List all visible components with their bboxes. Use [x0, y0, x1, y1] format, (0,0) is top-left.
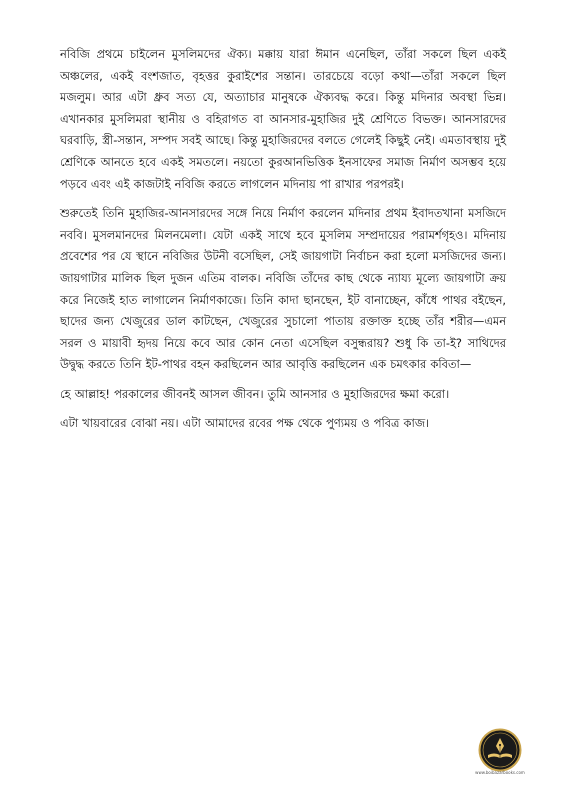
publisher-site-text: www.boibazarbooks.com — [475, 770, 525, 775]
poem-line-1: হে আল্লাহ! পরকালের জীবনই আসল জীবন। তুমি আনসার ও মুহাজিরদের ক্ষমা করো। — [60, 386, 450, 401]
paragraph-masjid-nabawi: শুরুতেই তিনি মুহাজির-আনসারদের সঙ্গে নিয়ে নির্মাণ করলেন মদিনার প্রথম ইবাদতখানা মসজিদে নববি। মুসলমানদের মিলনমেলা। যেটা একই সাথে হবে মুসলিম সম্প্রদায়ের পরামর্শগৃহও। মদিনায় প্রবেশের পর যে স্থানে নবিজির উটনী বসেছিল, সেই জায়গাটা নির্বাচন করা হলো মসজিদের জন্য। জায়গাটার মালিক ছিল দুজন এতিম বালক। নবিজি তাঁদের কাছ থেকে ন্যায্য মূল্যে জায়গাটা ক্রয় করে নিজেই হাত লাগালেন নির্মাণকাজে। তিনি কাদা ছানছেন, ইট বানাচ্ছেন, কাঁধে পাথর বইছেন, ছাদের জন্য খেজুরের ডাল কাটছেন, খেজুরের সুচালো পাতায় রক্তাক্ত হচ্ছে তাঁর শরীর—এমন সরল ও মায়াবী হৃদয় নিয়ে কবে আর কোন নেতা এসেছিল বসুন্ধরায়? শুধু কি তা-ই? সাথিদের উদ্বুদ্ধ করতে তিনি ইট-পাথর বহন করছিলেন আর আবৃত্তি করছিলেন এক চমৎকার কবিতা— — [60, 206, 506, 372]
poem-line-2: এটা খায়বারের বোঝা নয়। এটা আমাদের রবের পক্ষ থেকে পুণ্যময় ও পবিত্র কাজ। — [60, 415, 430, 430]
paragraph-unity: নবিজি প্রথমে চাইলেন মুসলিমদের ঐক্য। মক্কায় যারা ঈমান এনেছিল, তাঁরা সকলে ছিল একই অঞ্চলের, একই বংশজাত, বৃহত্তর কুরাইশের সন্তান। তারচেয়ে বড়ো কথা—তাঁরা সকলে ছিল মজলুম। আর এটা ধ্রুব সত্য যে, অত্যাচার মানুষকে ঐক্যবদ্ধ করে। কিন্তু মদিনার অবস্থা ভিন্ন। এখানকার মুসলিমরা স্থানীয় ও বহিরাগত বা আনসার-মুহাজির দুই শ্রেণিতে বিভক্ত। আনসারদের ঘরবাড়ি, স্ত্রী-সন্তান, সম্পদ সবই আছে। কিন্তু মুহাজিরদের বলতে গেলেই কিছুই নেই। এমতাবস্থায় দুই শ্রেণিকে আনতে হবে একই সমতলে। নয়তো কুরআনভিত্তিক ইনসাফের সমাজ নির্মাণ অসম্ভব হয়ে পড়বে এবং এই কাজটাই নবিজি করতে লাগলেন মদিনায় পা রাখার পরপরই। — [60, 47, 506, 191]
publisher-logo-icon — [478, 728, 522, 772]
